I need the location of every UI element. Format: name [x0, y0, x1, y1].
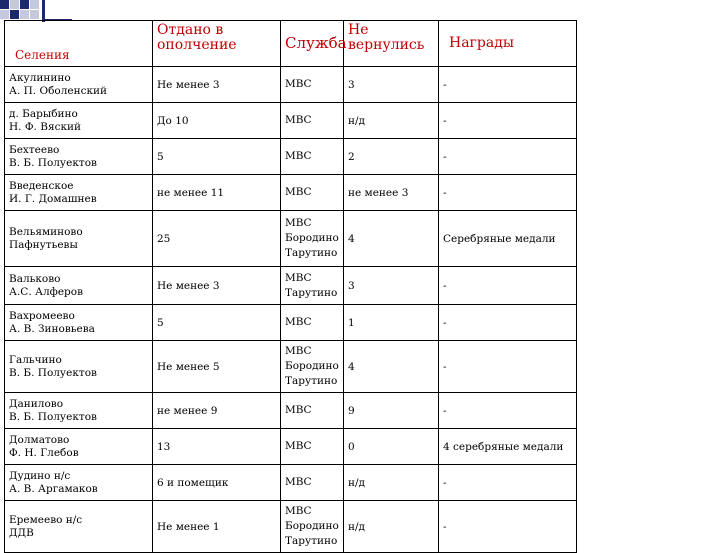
decor-square	[0, 0, 9, 9]
table-row	[5, 267, 577, 305]
header-label: Не вернулись	[348, 22, 425, 53]
village-cell	[5, 211, 153, 267]
village-name: Вальково	[9, 272, 61, 285]
not-returned-cell	[344, 501, 439, 553]
village-cell	[5, 393, 153, 429]
header-awards	[439, 21, 577, 67]
service-value: МВС	[285, 316, 312, 328]
village-cell	[5, 341, 153, 393]
service-cell	[281, 103, 344, 139]
service-value: Тарутино	[285, 375, 338, 387]
awards-cell	[439, 501, 577, 553]
header-not-returned	[344, 21, 439, 67]
decor-square	[20, 0, 29, 9]
service-value: Бородино	[285, 360, 339, 372]
given-cell	[153, 429, 281, 465]
not-returned-value: 4	[348, 360, 355, 373]
village-name: д. Барыбино	[9, 107, 78, 120]
owner-name: А. В. Зиновьева	[9, 322, 95, 335]
service-value: Бородино	[285, 232, 339, 244]
service-value: Тарутино	[285, 535, 338, 547]
given-value: 5	[157, 316, 164, 329]
owner-name: ДДВ	[9, 526, 34, 539]
village-cell	[5, 103, 153, 139]
service-cell	[281, 211, 344, 267]
service-value: Тарутино	[285, 247, 338, 259]
service-value: МВС	[285, 505, 312, 517]
service-value: МВС	[285, 78, 312, 90]
table-row	[5, 429, 577, 465]
service-cell	[281, 393, 344, 429]
service-cell	[281, 67, 344, 103]
awards-cell	[439, 267, 577, 305]
awards-cell	[439, 305, 577, 341]
village-name: Вахромеево	[9, 309, 75, 322]
given-cell	[153, 305, 281, 341]
village-name: Вельяминово	[9, 225, 83, 238]
table-row	[5, 103, 577, 139]
awards-value: -	[443, 404, 447, 417]
owner-name: В. Б. Полуектов	[9, 410, 97, 423]
not-returned-value: 2	[348, 150, 355, 163]
not-returned-value: не менее 3	[348, 186, 409, 199]
village-cell	[5, 267, 153, 305]
awards-value: -	[443, 114, 447, 127]
awards-value: -	[443, 520, 447, 533]
given-value: 6 и помещик	[157, 476, 229, 489]
awards-value: 4 серебряные медали	[443, 440, 564, 453]
given-value: не менее 9	[157, 404, 218, 417]
not-returned-value: 1	[348, 316, 355, 329]
table-row	[5, 465, 577, 501]
village-cell	[5, 465, 153, 501]
service-value: Тарутино	[285, 286, 338, 299]
awards-value: -	[443, 360, 447, 373]
service-cell	[281, 139, 344, 175]
given-value: Не менее 3	[157, 279, 220, 292]
decor-square	[30, 0, 39, 9]
given-value: Не менее 5	[157, 360, 220, 373]
service-value: МВС	[285, 440, 312, 452]
village-name: Акулинино	[9, 71, 71, 84]
owner-name: Н. Ф. Вяский	[9, 120, 82, 133]
not-returned-cell	[344, 429, 439, 465]
table-row	[5, 393, 577, 429]
owner-name: И. Г. Домашнев	[9, 192, 97, 205]
given-cell	[153, 211, 281, 267]
service-value: Бородино	[285, 520, 339, 532]
village-name: Данилово	[9, 397, 64, 410]
given-value: 25	[157, 232, 171, 245]
service-cell	[281, 465, 344, 501]
owner-name: А. В. Аргамаков	[9, 482, 98, 495]
owner-name: А. П. Оболенский	[9, 84, 108, 97]
awards-cell	[439, 103, 577, 139]
service-value: МВС	[285, 114, 312, 126]
not-returned-value: 9	[348, 404, 355, 417]
given-value: 5	[157, 150, 164, 163]
village-name: Введенское	[9, 179, 74, 192]
header-service	[281, 21, 347, 67]
awards-cell	[439, 175, 577, 211]
village-cell	[5, 429, 153, 465]
owner-name: Пафнутьевы	[9, 238, 78, 251]
given-cell	[153, 501, 281, 553]
not-returned-cell	[344, 103, 439, 139]
service-value: МВС	[285, 271, 312, 284]
given-cell	[153, 267, 281, 305]
village-name: Бехтеево	[9, 143, 60, 156]
table-row	[5, 175, 577, 211]
awards-value: -	[443, 316, 447, 329]
not-returned-cell	[344, 139, 439, 175]
village-cell	[5, 67, 153, 103]
not-returned-value: н/д	[348, 476, 366, 489]
awards-value: -	[443, 279, 447, 292]
not-returned-value: 3	[348, 279, 355, 292]
given-value: Не менее 1	[157, 520, 220, 533]
service-cell	[281, 501, 344, 553]
table-row	[5, 67, 577, 103]
given-cell	[153, 341, 281, 393]
decor-square	[20, 10, 29, 19]
header-given	[153, 21, 281, 67]
awards-cell	[439, 465, 577, 501]
not-returned-value: н/д	[348, 114, 366, 127]
militia-table	[4, 20, 577, 553]
service-cell	[281, 341, 344, 393]
village-name: Долматово	[9, 433, 70, 446]
village-cell	[5, 305, 153, 341]
not-returned-value: 3	[348, 78, 355, 91]
service-value: МВС	[285, 476, 312, 488]
service-value: МВС	[285, 186, 312, 198]
not-returned-value: 0	[348, 440, 355, 453]
service-cell	[281, 175, 344, 211]
service-value: МВС	[285, 150, 312, 162]
village-cell	[5, 175, 153, 211]
given-value: 13	[157, 440, 171, 453]
village-cell	[5, 501, 153, 553]
awards-cell	[439, 67, 577, 103]
header-label: Селения	[15, 48, 70, 62]
header-label: Служба	[285, 34, 347, 52]
given-value: не менее 11	[157, 186, 225, 199]
awards-cell	[439, 393, 577, 429]
service-value: МВС	[285, 217, 312, 229]
awards-value: -	[443, 186, 447, 199]
village-name: Дудино н/с	[9, 469, 71, 482]
awards-cell	[439, 341, 577, 393]
not-returned-cell	[344, 465, 439, 501]
awards-cell	[439, 211, 577, 267]
header-row	[5, 21, 577, 67]
table-row	[5, 501, 577, 553]
header-label: Отдано в ополчение	[157, 22, 237, 53]
awards-value: -	[443, 150, 447, 163]
decor-square	[30, 10, 39, 19]
not-returned-cell	[344, 305, 439, 341]
awards-value: -	[443, 476, 447, 489]
given-cell	[153, 175, 281, 211]
not-returned-cell	[344, 267, 439, 305]
decor-square	[10, 0, 19, 9]
decor-square	[10, 10, 19, 19]
not-returned-cell	[344, 393, 439, 429]
service-cell	[281, 267, 344, 305]
awards-cell	[439, 139, 577, 175]
table-row	[5, 211, 577, 267]
awards-value: -	[443, 78, 447, 91]
given-cell	[153, 465, 281, 501]
village-name: Еремеево н/с	[9, 513, 83, 526]
service-cell	[281, 429, 344, 465]
given-cell	[153, 103, 281, 139]
service-value: МВС	[285, 404, 312, 416]
table-row	[5, 139, 577, 175]
awards-cell	[439, 429, 577, 465]
not-returned-cell	[344, 175, 439, 211]
owner-name: В. Б. Полуектов	[9, 156, 97, 169]
service-value: МВС	[285, 345, 312, 357]
decor-square	[0, 10, 9, 19]
given-cell	[153, 393, 281, 429]
awards-value: Серебряные медали	[443, 232, 556, 245]
village-name: Гальчино	[9, 353, 62, 366]
not-returned-value: 4	[348, 232, 355, 245]
owner-name: А.С. Алферов	[9, 285, 84, 298]
owner-name: В. Б. Полуектов	[9, 366, 97, 379]
not-returned-cell	[344, 67, 439, 103]
given-value: До 10	[157, 114, 189, 127]
header-label: Награды	[449, 35, 514, 51]
not-returned-value: н/д	[348, 520, 366, 533]
not-returned-cell	[344, 211, 439, 267]
given-cell	[153, 139, 281, 175]
village-cell	[5, 139, 153, 175]
given-value: Не менее 3	[157, 78, 220, 91]
service-cell	[281, 305, 344, 341]
table-row	[5, 341, 577, 393]
decorative-squares	[0, 0, 60, 22]
header-villages	[5, 21, 153, 67]
not-returned-cell	[344, 341, 439, 393]
owner-name: Ф. Н. Глебов	[9, 446, 79, 459]
given-cell	[153, 67, 281, 103]
table-row	[5, 305, 577, 341]
